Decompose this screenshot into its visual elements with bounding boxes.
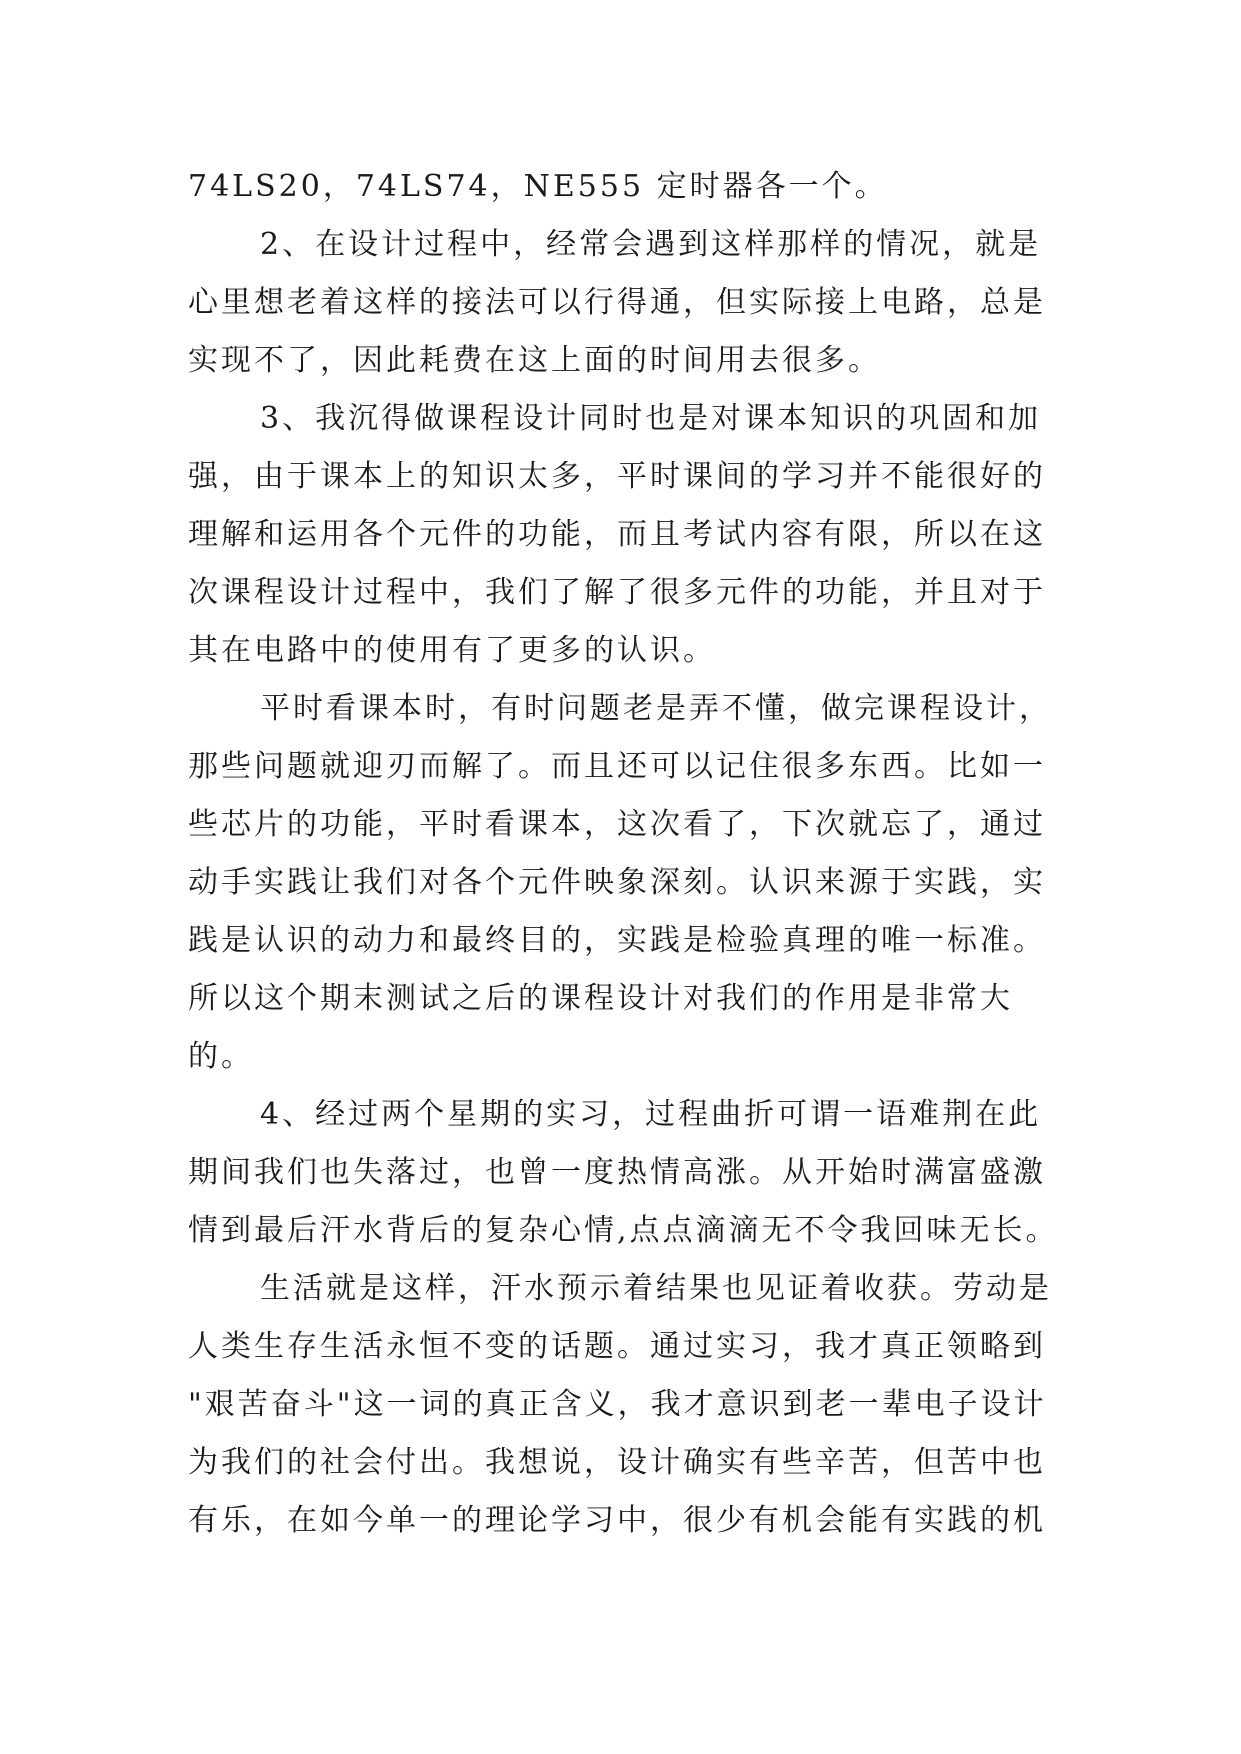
text-line: 为我们的社会付出。我想说，设计确实有些辛苦，但苦中也: [188, 1445, 1046, 1480]
paragraph-first-line: 2、在设计过程中，经常会遇到这样那样的情况，就是: [260, 227, 1042, 262]
text-line: 心里想老着这样的接法可以行得通，但实际接上电路，总是: [188, 285, 1046, 320]
text-line: 情到最后汗水背后的复杂心情,点点滴滴无不令我回味无长。: [188, 1213, 1059, 1248]
text-line: 实现不了，因此耗费在这上面的时间用去很多。: [188, 343, 881, 378]
text-line: 的。: [188, 1039, 254, 1074]
text-line: "艰苦奋斗"这一词的真正含义，我才意识到老一辈电子设计: [188, 1387, 1047, 1422]
paragraph-first-line: 3、我沉得做课程设计同时也是对课本知识的巩固和加: [260, 401, 1042, 436]
text-line: 践是认识的动力和最终目的，实践是检验真理的唯一标准。: [188, 923, 1046, 958]
text-line: 强，由于课本上的知识太多，平时课间的学习并不能很好的: [188, 459, 1046, 494]
text-line: 次课程设计过程中，我们了解了很多元件的功能，并且对于: [188, 575, 1046, 610]
text-line: 些芯片的功能，平时看课本，这次看了，下次就忘了，通过: [188, 807, 1046, 842]
paragraph-first-line: 4、经过两个星期的实习，过程曲折可谓一语难荆在此: [260, 1097, 1042, 1132]
paragraph-first-line: 生活就是这样，汗水预示着结果也见证着收获。劳动是: [260, 1271, 1052, 1306]
paragraph-first-line: 平时看课本时，有时问题老是弄不懂，做完课程设计，: [260, 691, 1052, 726]
text-line: 期间我们也失落过，也曾一度热情高涨。从开始时满富盛激: [188, 1155, 1046, 1190]
text-line: 所以这个期末测试之后的课程设计对我们的作用是非常大: [188, 981, 1013, 1016]
text-line: 其在电路中的使用有了更多的认识。: [188, 633, 716, 668]
text-line: 人类生存生活永恒不变的话题。通过实习，我才真正领略到: [188, 1329, 1046, 1364]
text-line: 那些问题就迎刃而解了。而且还可以记住很多东西。比如一: [188, 749, 1046, 784]
text-line: 理解和运用各个元件的功能，而且考试内容有限，所以在这: [188, 517, 1046, 552]
text-line: 动手实践让我们对各个元件映象深刻。认识来源于实践，实: [188, 865, 1046, 900]
document-body: [188, 158, 1063, 1550]
text-line: 有乐，在如今单一的理论学习中，很少有机会能有实践的机: [188, 1503, 1046, 1538]
text-line: 74LS20，74LS74，NE555 定时器各一个。: [188, 169, 888, 204]
